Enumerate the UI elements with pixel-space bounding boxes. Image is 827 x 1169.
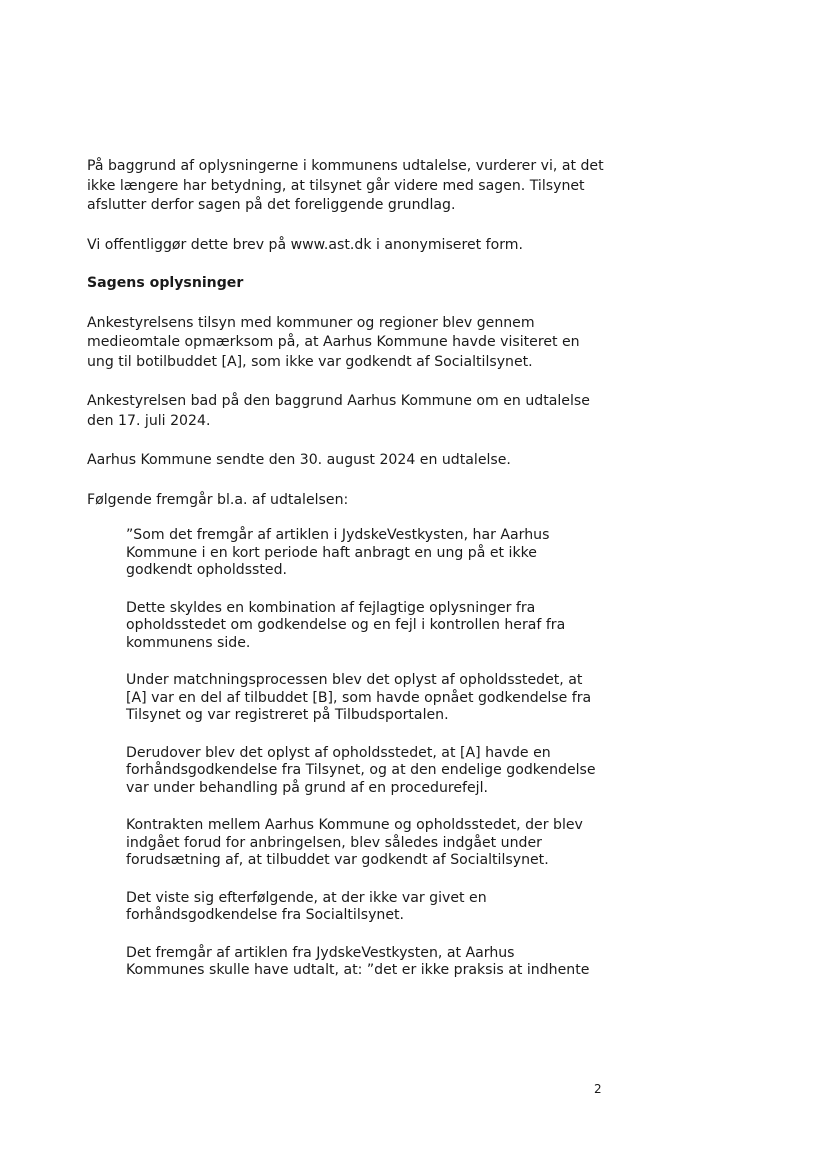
section-heading: Sagens oplysninger [87,275,244,291]
section-paragraph-3: Aarhus Kommune sendte den 30. august 2024 en udtalelse. [87,452,511,468]
quote-paragraph-5: Kontrakten mellem Aarhus Kommune og opholdsstedet, der blev indgået forud for anbringelsen, blev således indgået under forudsætning af, at tilbuddet var godkendt af Socialtilsynet. [126,817,583,868]
intro-paragraph-1: På baggrund af oplysningerne i kommunens udtalelse, vurderer vi, at det ikke længere har betydning, at tilsynet går videre med sagen. Tilsynet afslutter derfor sagen på det foreliggende grundlag. [87,158,604,213]
quote-paragraph-3: Under matchningsprocessen blev det oplyst af opholdsstedet, at [A] var en del af tilbuddet [B], som havde opnået godkendelse fra Tilsynet og var registreret på Tilbudsportalen. [126,672,592,723]
quoted-statement [126,527,606,980]
section-paragraph-1: Ankestyrelsens tilsyn med kommuner og regioner blev gennem medieomtale opmærksom på, at Aarhus Kommune havde visiteret en ung til botilbuddet [A], som ikke var godkendt af Socialtilsynet. [87,314,580,370]
section-paragraph-4: Følgende fremgår bl.a. af udtalelsen: [87,491,349,508]
quote-paragraph-2: Dette skyldes en kombination af fejlagtige oplysninger fra opholdsstedet om godkendelse og en fejl i kontrollen heraf fra kommunens side. [126,599,566,651]
intro-paragraph-2: Vi offentliggør dette brev på www.ast.dk i anonymiseret form. [87,236,523,253]
quote-paragraph-4: Derudover blev det oplyst af opholdsstedet, at [A] havde en forhåndsgodkendelse fra Tilsynet, og at den endelige godkendelse var under behandling på grund af en procedurefejl. [126,744,596,796]
quote-paragraph-7: Det fremgår af artiklen fra JydskeVestkysten, at Aarhus Kommunes skulle have udtalt, at: ”det er ikke praksis at indhente [126,944,590,978]
page-number: 2 [594,1082,602,1096]
document-body [87,157,627,1000]
quote-paragraph-1: ”Som det fremgår af artiklen i JydskeVestkysten, har Aarhus Kommune i en kort periode haft anbragt en ung på et ikke godkendt opholdssted. [126,527,550,578]
quote-paragraph-6: Det viste sig efterfølgende, at der ikke var givet en forhåndsgodkendelse fra Socialtilsynet. [126,889,487,923]
section-paragraph-2: Ankestyrelsen bad på den baggrund Aarhus Kommune om en udtalelse den 17. juli 2024. [87,393,590,429]
